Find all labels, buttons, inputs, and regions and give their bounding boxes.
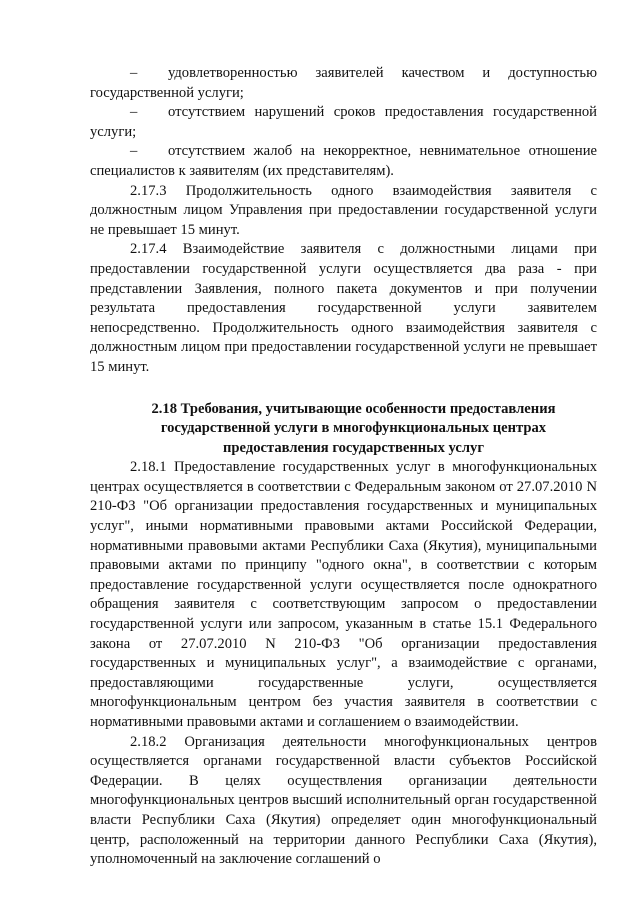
list-item-text: отсутствием жалоб на некорректное, невнимательное отношение специалистов к заявителям (их представителям).	[90, 143, 597, 179]
paragraph-2-17-4	[90, 240, 597, 377]
list-item	[90, 103, 597, 142]
list-dash: –	[130, 65, 138, 81]
clause-number: 2.17.3	[130, 182, 167, 199]
list-dash: –	[130, 104, 138, 121]
document-page	[90, 64, 597, 870]
list-item	[90, 64, 597, 103]
paragraph-2-18-1: 2.18.1 Предоставление государственных услуг в многофункциональных центрах осуществляется в соответствии с Федеральным законом от 27.07.2010 N 210-ФЗ "Об организации предоставления государственных и муниципальных услуг", иными нормативными правовыми актами Российской Федерации, нормативными правовыми актами Республики Саха (Якутия), муниципальными правовыми актами по принципу "одного окна", в соответствии с которым предоставление государственной услуги осуществляется после однократного обращения заявителя с соответствующим запросом о предоставлении государственной услуги или запросом, указанным в статье 15.1 Федерального закона от 27.07.2010 N 210-ФЗ "Об организации предоставления государственных и муниципальных услуг", а взаимодействие с органами, предоставляющими государственные услуги, осуществляется многофункциональным центром без участия заявителя в соответствии с нормативными правовыми актами и соглашением о взаимодействии.	[90, 459, 597, 730]
paragraph-2-18-2: 2.18.2 Организация деятельности многофункциональных центров осуществляется органами государственной власти субъектов Российской Федерации. В целях осуществления организации деятельности многофункциональных центров высший исполнительный орган государственной власти Республики Саха (Якутия) определяет один многофункциональный центр, расположенный на территории данного Республики Саха (Якутия), уполномоченный на заключение соглашений о	[90, 733, 597, 868]
clause-number: 2.17.4	[130, 241, 167, 258]
list-dash: –	[130, 143, 138, 160]
paragraph-text: Продолжительность одного взаимодействия заявителя с должностным лицом Управления при предоставлении государственной услуги не превышает 15 минут.	[90, 182, 597, 238]
section-heading-2-18: 2.18 Требования, учитывающие особенности предоставления государственной услуги в многофункциональных центрах предоставления государственных услуг	[151, 400, 556, 456]
list-item-text: удовлетворенностью заявителей качеством и доступностью государственной услуги;	[90, 65, 597, 101]
paragraph-text: Взаимодействие заявителя с должностными лицами при предоставлении государственной услуги осуществляется два раза - при представлении Заявления, полного пакета документов и при получении результата предоставления государственной услуги заявителем непосредственно. Продолжительность одного взаимодействия заявителя с должностным лицом при предоставлении государственной услуги не превышает 15 минут.	[90, 241, 597, 375]
list-item-text: отсутствием нарушений сроков предоставления государственной услуги;	[90, 104, 597, 140]
paragraph-2-17-3	[90, 182, 597, 241]
list-item	[90, 142, 597, 181]
